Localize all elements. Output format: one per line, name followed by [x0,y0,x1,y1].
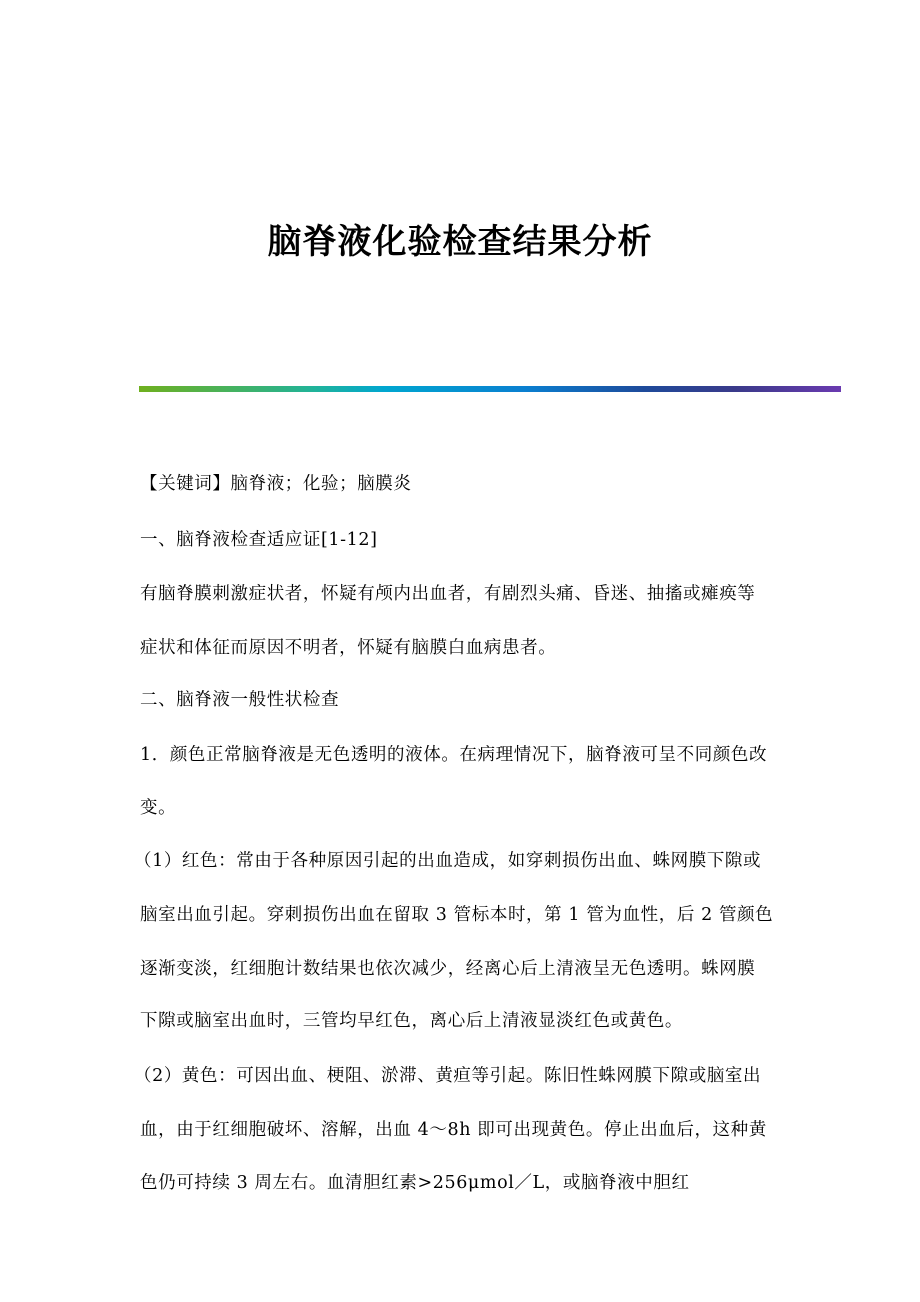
section-heading: 一、脑脊液检查适应证[1-12] [140,530,378,550]
keywords-line: 【关键词】脑脊液；化验；脑膜炎 [140,474,412,494]
paragraph-line: 有脑脊膜刺激症状者，怀疑有颅内出血者，有剧烈头痛、昏迷、抽搐或瘫痪等 [140,584,756,604]
paragraph-line: 变。 [140,798,177,818]
paragraph-line: （1）红色：常由于各种原因引起的出血造成，如穿刺损伤出血、蛛网膜下隙或 [134,851,762,871]
paragraph-line: 下隙或脑室出血时，三管均早红色，离心后上清液显淡红色或黄色。 [140,1011,683,1031]
paragraph-line: 逐渐变淡，红细胞计数结果也依次减少，经离心后上清液呈无色透明。蛛网膜 [140,959,756,979]
gradient-divider [139,386,841,392]
paragraph-line: 脑室出血引起。穿刺损伤出血在留取 3 管标本时，第 1 管为血性，后 2 管颜色 [140,905,774,925]
paragraph-line: 血，由于红细胞破坏、溶解，出血 4～8h 即可出现黄色。停止出血后，这种黄 [140,1120,767,1140]
paragraph-line: 色仍可持续 3 周左右。血清胆红素>256μmol／L，或脑脊液中胆红 [140,1173,690,1193]
paragraph-line: （2）黄色：可因出血、梗阻、淤滞、黄疸等引起。陈旧性蛛网膜下隙或脑室出 [134,1066,762,1086]
document-title: 脑脊液化验检查结果分析 [267,222,653,262]
paragraph-line: 1．颜色正常脑脊液是无色透明的液体。在病理情况下，脑脊液可呈不同颜色改 [140,745,768,765]
section-heading: 二、脑脊液一般性状检查 [140,690,340,710]
paragraph-line: 症状和体征而原因不明者，怀疑有脑膜白血病患者。 [140,638,557,658]
